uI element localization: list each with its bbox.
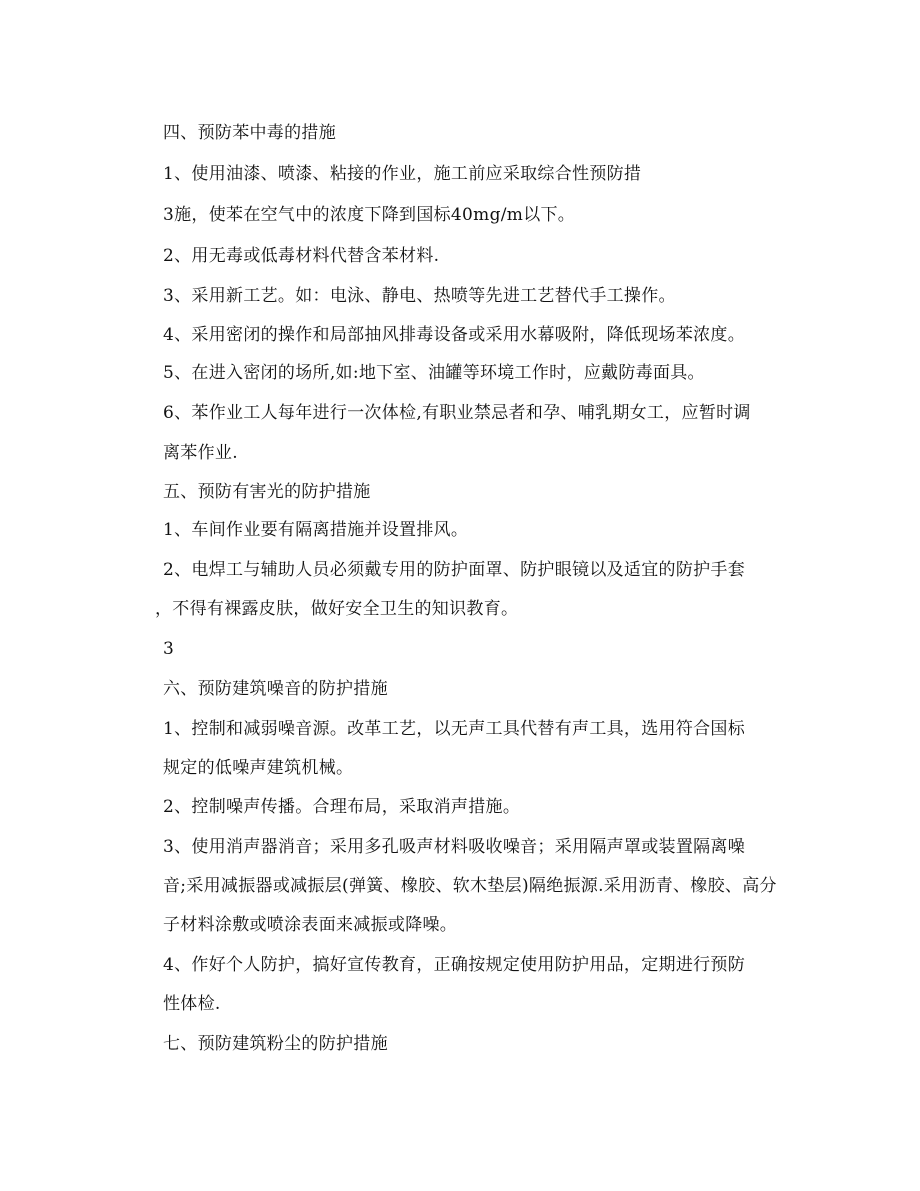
section-heading-dust: 七、预防建筑粉尘的防护措施 (163, 1034, 388, 1054)
paragraph-line: 4、作好个人防护，搞好宣传教育，正确按规定使用防护用品，定期进行预防 (163, 955, 746, 975)
paragraph-line: 性体检. (163, 994, 221, 1014)
section-heading-noise: 六、预防建筑噪音的防护措施 (163, 679, 388, 699)
paragraph-line: 5、在进入密闭的场所,如:地下室、油罐等环境工作时，应戴防毒面具。 (163, 363, 705, 383)
paragraph-line: 4、采用密闭的操作和局部抽风排毒设备或采用水幕吸附，降低现场苯浓度。 (163, 325, 746, 345)
paragraph-line: 规定的低噪声建筑机械。 (163, 758, 354, 778)
paragraph-line: 2、控制噪声传播。合理布局，采取消声措施。 (163, 797, 521, 817)
paragraph-line: 6、苯作业工人每年进行一次体检,有职业禁忌者和孕、哺乳期女工，应暂时调 (163, 403, 751, 423)
paragraph-line: 1、控制和减弱噪音源。改革工艺，以无声工具代替有声工具，选用符合国标 (163, 719, 746, 739)
paragraph-line: ，不得有裸露皮肤，做好安全卫生的知识教育。 (155, 599, 519, 619)
paragraph-line: 2、用无毒或低毒材料代替含苯材料. (163, 246, 440, 266)
paragraph-line: 1、车间作业要有隔离措施并设置排风。 (163, 520, 469, 540)
paragraph-line: 离苯作业. (163, 443, 238, 463)
paragraph-line: 2、电焊工与辅助人员必须戴专用的防护面罩、防护眼镜以及适宜的防护手套 (163, 560, 746, 580)
paragraph-line: 1、使用油漆、喷漆、粘接的作业，施工前应采取综合性预防措 (163, 164, 642, 184)
paragraph-line: 3施，使苯在空气中的浓度下降到国标40mg/m以下。 (163, 205, 576, 225)
paragraph-line: 子材料涂敷或喷涂表面来减振或降噪。 (163, 915, 458, 935)
page-number: 3 (163, 639, 175, 659)
paragraph-line: 3、采用新工艺。如：电泳、静电、热喷等先进工艺替代手工操作。 (163, 286, 676, 306)
section-heading-benzene: 四、预防苯中毒的措施 (163, 123, 336, 143)
paragraph-line: 音;采用减振器或减振层(弹簧、橡胶、软木垫层)隔绝振源.采用沥青、橡胶、高分 (163, 876, 777, 896)
paragraph-line: 3、使用消声器消音；采用多孔吸声材料吸收噪音；采用隔声罩或装置隔离噪 (163, 837, 746, 857)
section-heading-harmful-light: 五、预防有害光的防护措施 (163, 482, 371, 502)
